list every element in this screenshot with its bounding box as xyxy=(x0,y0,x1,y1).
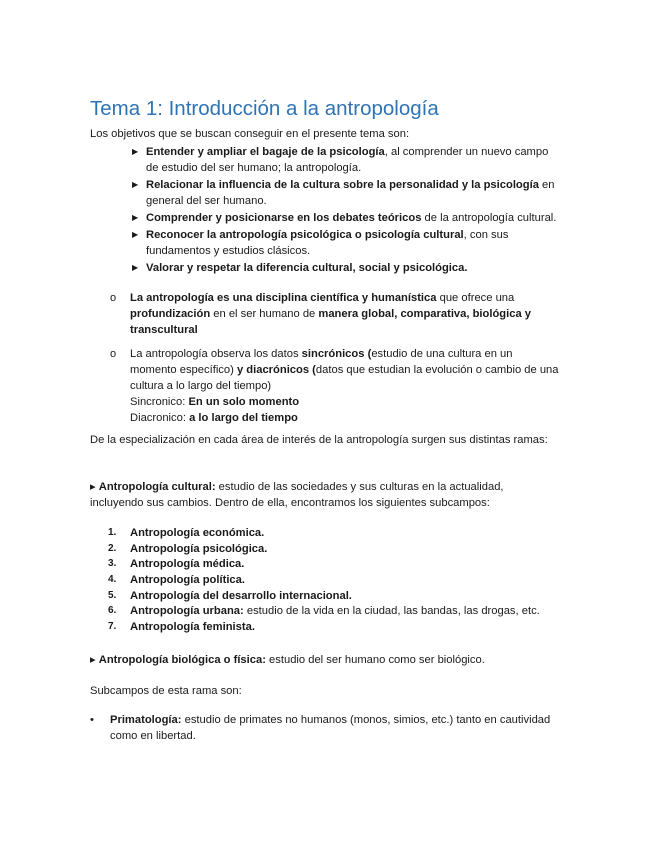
subfields-intro-paragraph: Subcampos de esta rama son: xyxy=(90,685,242,697)
point-bold: y diacrónicos ( xyxy=(236,364,316,376)
point-bold: profundización xyxy=(130,308,211,320)
objective-text: , al comprender un nuevo campo de estudio del ser humano; la antropología. xyxy=(146,146,549,174)
list-item xyxy=(108,619,578,635)
objective-bold: Valorar y respetar la diferencia cultural, social y psicológica. xyxy=(146,262,468,274)
point-text: La antropología observa los datos xyxy=(130,348,302,360)
page-title: Tema 1: Introducción a la antropología xyxy=(90,97,439,120)
objective-text: en general del ser humano. xyxy=(146,179,555,207)
objective-text: de la antropología cultural. xyxy=(421,212,557,224)
circle-bullet-icon: o xyxy=(110,348,117,360)
branch-bold: Antropología cultural: xyxy=(98,481,216,493)
triangle-marker-icon: ▸ xyxy=(90,654,99,666)
subfield-bold: Primatología: xyxy=(110,714,182,726)
circle-bullet-icon: o xyxy=(110,292,117,304)
branches-intro-paragraph: De la especialización en cada área de interés de la antropología surgen sus distintas ramas: xyxy=(90,434,548,446)
point-text: en el ser humano de xyxy=(210,308,319,320)
objective-bold: Relacionar la influencia de la cultura sobre la personalidad y la psicología xyxy=(146,179,539,191)
point-bold: La antropología es una disciplina científica y humanística xyxy=(130,292,437,304)
subfield-bold: Antropología política. xyxy=(130,574,245,587)
dot-bullet-icon: • xyxy=(90,714,94,726)
list-item xyxy=(110,290,560,338)
intro-paragraph: Los objetivos que se buscan conseguir en el presente tema son: xyxy=(90,128,410,140)
subfield-bold: Antropología del desarrollo internacional. xyxy=(130,589,352,602)
list-item xyxy=(108,541,578,557)
objectives-list xyxy=(130,144,560,277)
diac-definition xyxy=(130,410,560,426)
point-bold: manera global, comparativa, biológica y transcultural xyxy=(130,308,532,336)
biological-branch-paragraph xyxy=(90,652,560,668)
list-item xyxy=(90,712,560,744)
triangle-bullet-icon: ▶ xyxy=(132,230,139,239)
subfield-bold: Antropología feminista. xyxy=(130,621,255,634)
subfield-text: estudio de la vida en la ciudad, las bandas, las drogas, etc. xyxy=(243,605,540,618)
triangle-marker-icon: ▸ xyxy=(90,481,99,493)
branch-bold: Antropología biológica o física: xyxy=(98,654,266,666)
diac-label: Diacronico: xyxy=(130,412,190,424)
triangle-bullet-icon: ▶ xyxy=(132,213,139,222)
list-number: 6. xyxy=(108,605,117,617)
triangle-bullet-icon: ▶ xyxy=(132,263,139,272)
triangle-bullet-icon: ▶ xyxy=(132,180,139,189)
list-number: 1. xyxy=(108,527,117,538)
subfield-text: estudio de primates no humanos (monos, simios, etc.) tanto en cautividad como en libertad. xyxy=(110,714,551,742)
point-text: datos que estudian la evolución o cambio de una cultura a lo largo del tiempo) xyxy=(130,364,559,392)
list-item xyxy=(130,177,560,209)
triangle-bullet-icon: ▶ xyxy=(132,147,139,156)
list-item xyxy=(108,588,578,604)
objective-bold: Comprender y posicionarse en los debates teóricos xyxy=(146,212,422,224)
sync-value: En un solo momento xyxy=(188,396,300,408)
list-item xyxy=(130,260,560,276)
list-item xyxy=(130,227,560,259)
subfield-bold: Antropología psicológica. xyxy=(130,542,268,555)
subfield-bold: Antropología económica. xyxy=(130,527,265,539)
sync-label: Sincronico: xyxy=(130,396,189,408)
list-number: 4. xyxy=(108,574,117,586)
objective-bold: Entender y ampliar el bagaje de la psicología xyxy=(146,146,385,158)
biological-subfields-list xyxy=(90,712,560,744)
list-item xyxy=(130,144,560,176)
branch-text: estudio de las sociedades y sus culturas en la actualidad, incluyendo sus cambios. Dentro de ella, encontramos los siguientes subcampos: xyxy=(90,481,504,509)
subfield-bold: Antropología médica. xyxy=(130,558,245,571)
diac-value: a lo largo del tiempo xyxy=(189,412,298,424)
list-item xyxy=(108,556,578,572)
point-text: que ofrece una xyxy=(436,292,515,304)
subfield-bold: Antropología urbana: xyxy=(130,605,244,618)
objective-bold: Reconocer la antropología psicológica o psicología cultural xyxy=(146,229,464,241)
list-item xyxy=(108,572,578,588)
list-item xyxy=(130,210,560,226)
objective-text: , con sus fundamentos y estudios clásicos. xyxy=(146,229,509,257)
point-bold: sincrónicos ( xyxy=(301,348,372,360)
list-number: 3. xyxy=(108,558,117,570)
subfields-list xyxy=(108,525,578,635)
cultural-branch-paragraph xyxy=(90,479,560,511)
list-number: 5. xyxy=(108,589,117,601)
key-points-list xyxy=(110,290,560,426)
sync-definition xyxy=(130,394,560,410)
branch-text: estudio del ser humano como ser biológico. xyxy=(265,654,485,666)
list-item xyxy=(108,603,578,619)
list-item xyxy=(110,346,560,426)
list-number: 2. xyxy=(108,542,117,554)
list-number: 7. xyxy=(108,621,117,633)
point-text: estudio de una cultura en un momento específico) xyxy=(130,348,513,376)
list-item xyxy=(108,525,578,541)
